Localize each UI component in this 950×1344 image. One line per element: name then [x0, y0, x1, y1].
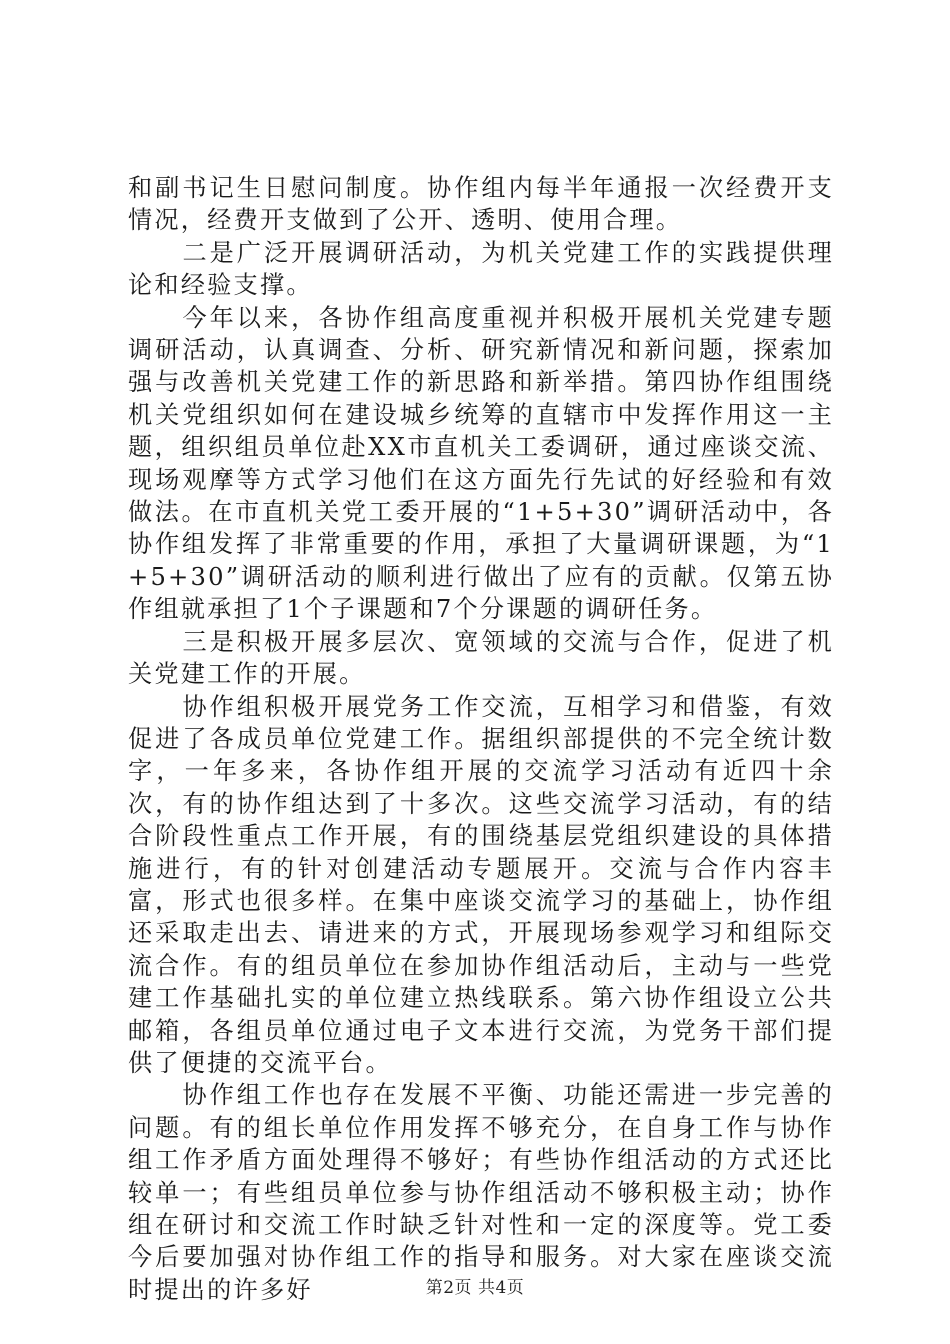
page-number-label: 第2页 共4页: [425, 1278, 525, 1298]
page-footer: [0, 1277, 950, 1299]
document-body: [128, 172, 834, 1306]
paragraph-problems: 协作组工作也存在发展不平衡、功能还需进一步完善的问题。有的组长单位作用发挥不够充分，在自身工作与协作组工作矛盾方面处理得不够好；有些协作组活动的方式还比较单一；有些组员单位参与协作组活动不够积极主动；协作组在研讨和交流工作时缺乏针对性和一定的深度等。党工委今后要加强对协作组工作的指导和服务。对大家在座谈交流时提出的许多好: [128, 1081, 834, 1304]
paragraph-research-details: 今年以来，各协作组高度重视并积极开展机关党建专题调研活动，认真调查、分析、研究新情况和新问题，探索加强与改善机关党建工作的新思路和新举措。第四协作组围绕机关党组织如何在建设城乡统筹的直辖市中发挥作用这一主题，组织组员单位赴XX市直机关工委调研，通过座谈交流、现场观摩等方式学习他们在这方面先行先试的好经验和有效做法。在市直机关党工委开展的“1+5+30”调研活动中，各协作组发挥了非常重要的作用，承担了大量调研课题，为“1+5+30”调研活动的顺利进行做出了应有的贡献。仅第五协作组就承担了1个子课题和7个分课题的调研任务。: [128, 303, 834, 624]
paragraph-exchange-details: 协作组积极开展党务工作交流，互相学习和借鉴，有效促进了各成员单位党建工作。据组织部提供的不完全统计数字，一年多来，各协作组开展的交流学习活动有近四十余次，有的协作组达到了十多次。这些交流学习活动，有的结合阶段性重点工作开展，有的围绕基层党组织建设的具体措施进行，有的针对创建活动专题展开。交流与合作内容丰富，形式也很多样。在集中座谈交流学习的基础上，协作组还采取走出去、请进来的方式，开展现场参观学习和组际交流合作。有的组员单位在参加协作组活动后，主动与一些党建工作基础扎实的单位建立热线联系。第六协作组设立公共邮箱，各组员单位通过电子文本进行交流，为党务干部们提供了便捷的交流平台。: [128, 692, 834, 1077]
paragraph-heading-exchange: 三是积极开展多层次、宽领域的交流与合作，促进了机关党建工作的开展。: [128, 627, 834, 689]
paragraph-continuation: 和副书记生日慰问制度。协作组内每半年通报一次经费开支情况，经费开支做到了公开、透明、使用合理。: [128, 174, 834, 235]
paragraph-heading-research: 二是广泛开展调研活动，为机关党建工作的实践提供理论和经验支撑。: [128, 238, 834, 300]
